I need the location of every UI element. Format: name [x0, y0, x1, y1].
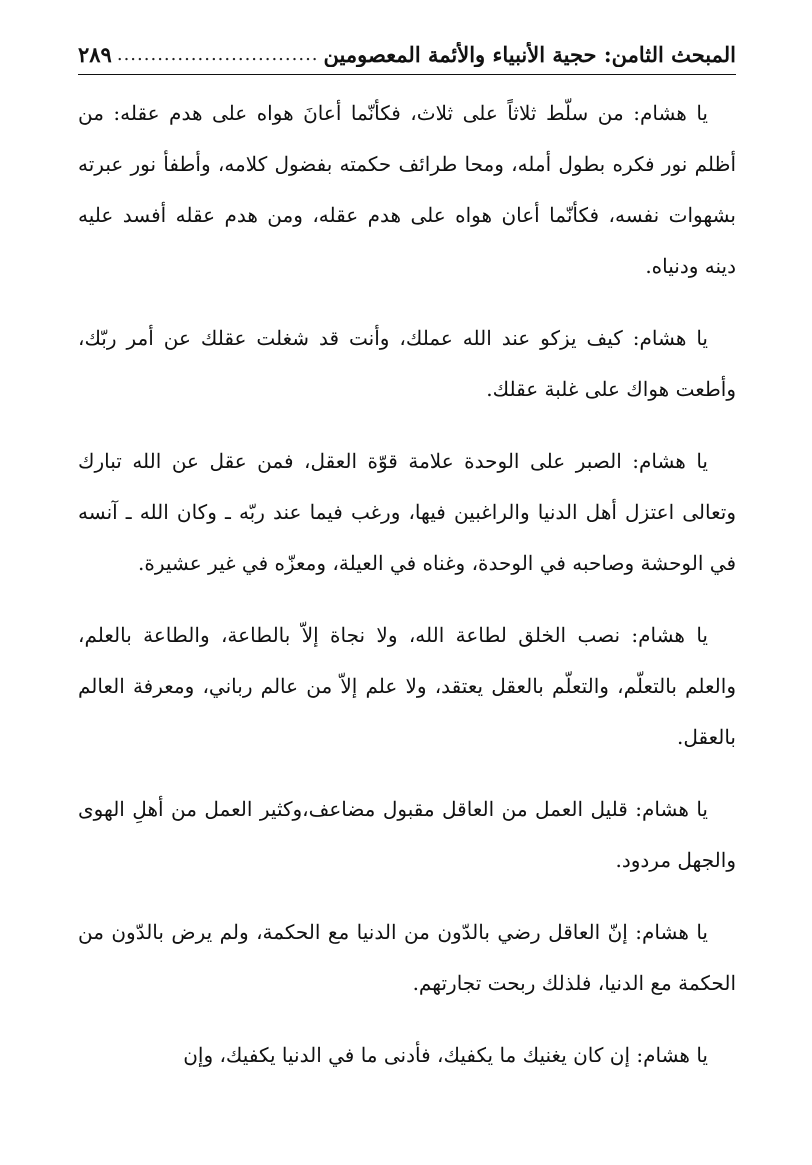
paragraph: يا هشام: كيف يزكو عند الله عملك، وأنت قد شغلت عقلك عن أمر ربّك، وأطعت هواك على غلبة عقلك. — [78, 326, 736, 401]
header-leader-dots: .............................. — [116, 43, 319, 65]
body-text — [78, 88, 736, 1081]
page-number: ٢٨٩ — [78, 41, 112, 67]
running-header — [78, 34, 736, 75]
paragraph: يا هشام: نصب الخلق لطاعة الله، ولا نجاة إلاّ بالطاعة، والطاعة بالعلم، والعلم بالتعلّم، والتعلّم بالعقل يعتقد، ولا علم إلاّ من عالم رباني، ومعرفة العالم بالعقل. — [78, 623, 736, 749]
paragraph: يا هشام: إن كان يغنيك ما يكفيك، فأدنى ما في الدنيا يكفيك، وإن — [183, 1043, 708, 1067]
paragraph: يا هشام: من سلّط ثلاثاً على ثلاث، فكأنّما أعانَ هواه على هدم عقله: من أظلم نور فكره بطول أمله، ومحا طرائف حكمته بفضول كلامه، وأطفأ نور عبرته بشهوات نفسه، فكأنّما أعان هواه على هدم عقله، ومن هدم عقله أفسد عليه دينه ودنياه. — [78, 101, 736, 278]
paragraph: يا هشام: إنّ العاقل رضي بالدّون من الدنيا مع الحكمة، ولم يرض بالدّون من الحكمة مع الدنيا، فلذلك ربحت تجارتهم. — [78, 920, 736, 995]
paragraph: يا هشام: قليل العمل من العاقل مقبول مضاعف،وكثير العمل من أهلِ الهوى والجهل مردود. — [78, 797, 736, 872]
header-title: المبحث الثامن: حجية الأنبياء والأئمة المعصومين — [323, 41, 736, 67]
paragraph: يا هشام: الصبر على الوحدة علامة قوّة العقل، فمن عقل عن الله تبارك وتعالى اعتزل أهل الدنيا والراغبين فيها، ورغب فيما عند ربّه ـ وكان الله ـ آنسه في الوحشة وصاحبه في الوحدة، وغناه في العيلة، ومعزّه في غير عشيرة. — [78, 449, 736, 575]
